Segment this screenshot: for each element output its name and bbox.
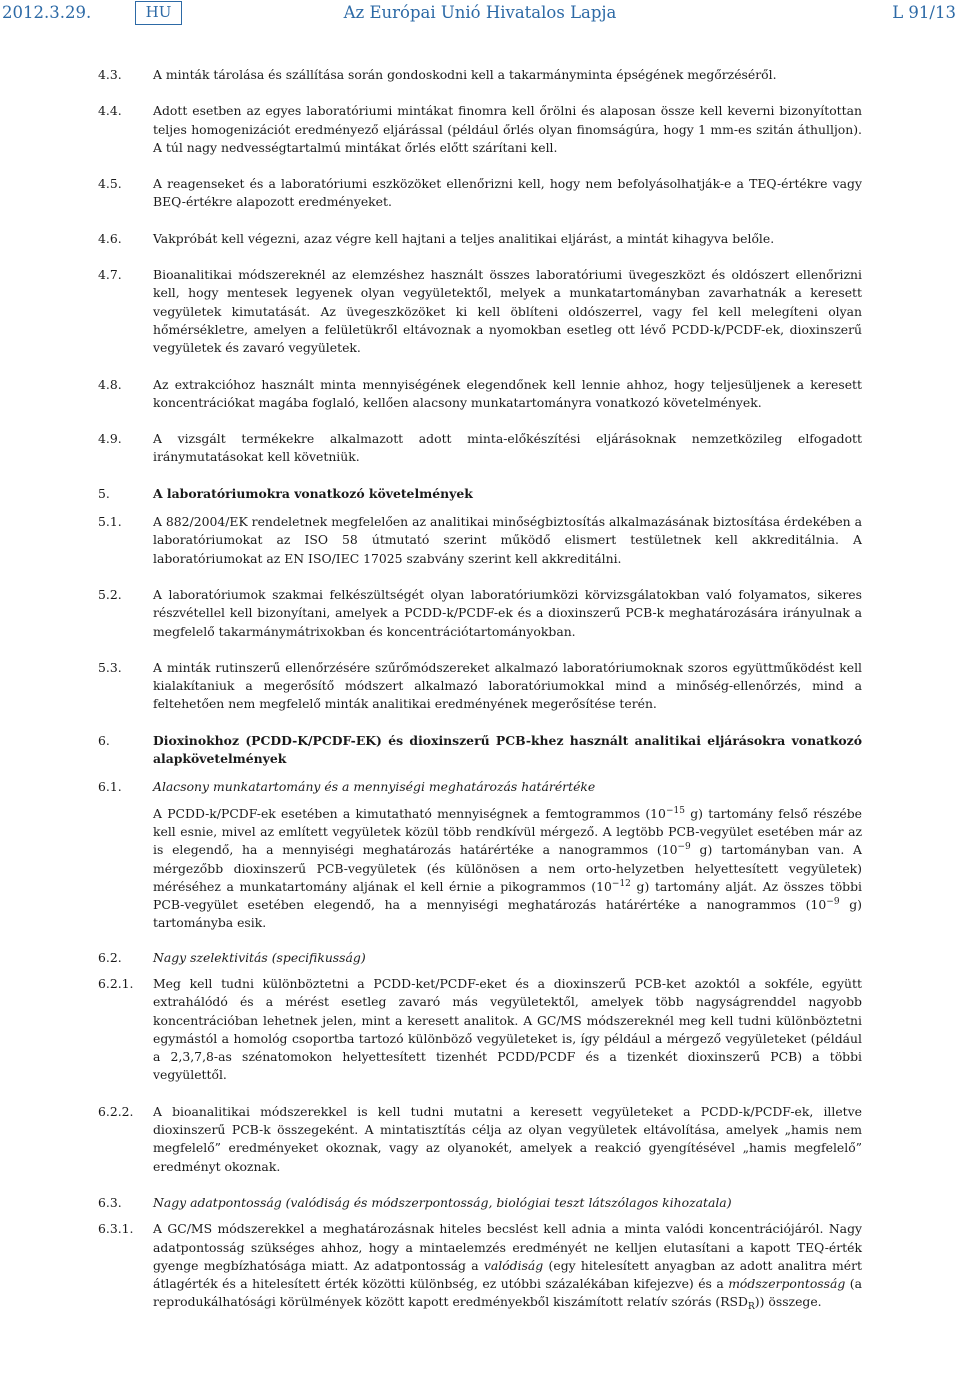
paragraph-4-7 <box>98 266 862 357</box>
text-fragment: )) összege. <box>754 1294 822 1310</box>
text-fragment: g) tartomány alját. Az összes többi PCB-vegyület esetében elegendő, ha a mennyiségi meghatározás határértéke a nanogrammos (10 <box>153 878 862 913</box>
paragraph-text: Bioanalitikai módszereknél az elemzéshez használt összes laboratóriumi üvegeszközt és oldószert ellenőrizni kell, hogy mentesek legyenek olyan vegyületektől, melyek a munkatartományban zavarhatnák a keresett vegyületek kimutatását. Az üvegeszközöket ki kell öblíteni oldószerrel, vagy fel kell melegíteni olyan hőmérsékletre, amelyen a felületükről eltávoznak a nyomokban esetleg ott lévő PCDD-k/PCDF-ek, dioxinszerű vegyületek és zavaró vegyületek. <box>153 267 862 356</box>
paragraph-number: 4.4. <box>98 103 122 119</box>
paragraph-4-9 <box>98 430 862 467</box>
text-fragment: A PCDD-k/PCDF-ek esetében a kimutatható mennyiségnek a femtogrammos (10 <box>153 805 666 821</box>
journal-title: Az Európai Unió Hivatalos Lapja <box>343 3 617 22</box>
paragraph-text: A minták tárolása és szállítása során gondoskodni kell a takarmányminta épségének megőrzéséről. <box>153 67 777 82</box>
paragraph-text: A minták rutinszerű ellenőrzésére szűrőmódszereket alkalmazó laboratóriumoknak szoros együttműködést kell kialakítaniuk a megerősítő módszert alkalmazó laboratóriumokkal mind a minőség-ellenőrzés, mind a feltehetően nem megfelelő minták analitikai eredményének megerősítése terén. <box>153 659 862 712</box>
document-body <box>98 66 862 1330</box>
paragraph-4-6 <box>98 230 862 248</box>
paragraph-text: Az extrakcióhoz használt minta mennyiségének elegendőnek kell lennie ahhoz, hogy teljesüljenek a keresett koncentrációkat magába foglaló, kellően alacsony munkatartományra vonatkozó követelmények. <box>153 376 862 410</box>
paragraph-5-1 <box>98 513 862 568</box>
text-fragment: g) tartományba esik. <box>153 897 862 931</box>
subsection-title: Alacsony munkatartomány és a mennyiségi meghatározás határértéke <box>153 779 596 795</box>
paragraph-number: 6.2.2. <box>98 1103 134 1119</box>
text-fragment: g) tartomány felső részébe kell esnie, mivel az említett vegyületek közül több rendkívül mérgező. A legtöbb PCB-vegyület esetében már az is elegendő, ha a mennyiségi meghatározás határértéke a nanogrammos (10 <box>153 805 862 858</box>
paragraph-number: 6.3.1. <box>98 1221 134 1237</box>
paragraph-number: 6.2.1. <box>98 975 134 991</box>
paragraph-4-4 <box>98 102 862 157</box>
paragraph-number: 4.3. <box>98 67 122 82</box>
emphasis-term: módszerpontosság <box>728 1276 846 1292</box>
paragraph-number: 4.5. <box>98 176 122 192</box>
paragraph-text: A vizsgált termékekre alkalmazott adott minta-előkészítési eljárásoknak nemzetközileg elfogadott iránymutatásokat kell követniük. <box>153 431 862 465</box>
section-heading-5 <box>98 485 862 503</box>
paragraph-text: A reagenseket és a laboratóriumi eszközöket ellenőrizni kell, hogy nem befolyásolhatják-e a TEQ-értékre vagy BEQ-értékre alapozott eredményeket. <box>153 176 862 210</box>
paragraph-number: 5.2. <box>98 586 122 602</box>
paragraph-text: A laboratóriumok szakmai felkészültségét olyan laboratóriumközi körvizsgálatokban való folyamatos, sikeres részvétellel kell bizonyítani, amelyek a PCDD-k/PCDF-ek és a dioxinszerű PCB-k meghatározására irányulnak a megfelelő takarmánymátrixokban és koncentrációtartományokban. <box>153 586 862 639</box>
section-number: 5. <box>98 485 110 501</box>
section-heading-6 <box>98 732 862 769</box>
paragraph-number: 4.7. <box>98 267 122 283</box>
paragraph-number: 5.3. <box>98 659 122 675</box>
paragraph-text: Meg kell tudni különböztetni a PCDD-ket/PCDF-eket és a dioxinszerű PCB-ket azoktól a sokféle, együtt extrahálódó és a mérést esetleg zavaró más vegyületektől, amelyek több nagyságrenddel nagyobb koncentrációban lehetnek jelen, mint a keresett analitok. A GC/MS módszereknél meg kell tudni különböztetni egymástól a homológ csoportba tartozó különböző vegyületeket is, így például a mérgező vegyületeket (például a 2,3,7,8-as szénatomokon helyettesített tizenhét PCDD/PCDF és a tizenkét dioxinszerű PCB) a többi vegyülettől. <box>153 975 862 1083</box>
subsection-title: Nagy adatpontosság (valódiság és módszerpontosság, biológiai teszt látszólagos kihozatala) <box>153 1194 732 1210</box>
subscript: R <box>747 1302 755 1313</box>
text-fragment: (a reprodukálhatósági körülmények között kapott eredményekből kiszámított relatív szórás (RSD <box>153 1276 862 1310</box>
subsection-heading-6-3 <box>98 1194 862 1212</box>
exponent: −9 <box>677 842 691 853</box>
emphasis-term: valódiság <box>483 1257 544 1273</box>
language-badge: HU <box>135 1 182 25</box>
paragraph-text: A 882/2004/EK rendeletnek megfelelően az analitikai minőségbiztosítás alkalmazásának biztosítása érdekében a laboratóriumokat az ISO 58 útmutató szerint működő elismert testületnek kell akkreditálnia. A laboratóriumokat az EN ISO/IEC 17025 szabvány szerint kell akkreditálni. <box>153 514 862 566</box>
section-number: 6. <box>98 732 110 748</box>
subsection-number: 6.3. <box>98 1194 122 1210</box>
subsection-title: Nagy szelektivitás (specifikusság) <box>153 949 366 965</box>
text-fragment: g) tartományban van. A mérgezőbb dioxinszerű PCB-vegyületek (és különösen a nem orto-helyzetben helyettesített vegyületek) méréséhez a munkatartomány aljának el kell érnie a pikogrammos (10 <box>153 842 862 894</box>
paragraph-6-2-2 <box>98 1103 862 1176</box>
exponent: −9 <box>826 897 840 908</box>
paragraph-number: 5.1. <box>98 514 122 530</box>
paragraph-number: 4.9. <box>98 431 122 447</box>
paragraph-text: Adott esetben az egyes laboratóriumi mintákat finomra kell őrölni és alaposan össze kell keverni bizonyítottan teljes homogenizációt eredményező eljárással (például őrlés olyan finomságúra, hogy 1 mm-es szitán áthulljon). A túl nagy nedvességtartalmú mintákat őrlés előtt szárítani kell. <box>153 103 862 155</box>
subsection-number: 6.2. <box>98 949 122 965</box>
section-title: Dioxinokhoz (PCDD-K/PCDF-EK) és dioxinszerű PCB-khez használt analitikai eljárásokra vonatkozó alapkövetelmények <box>153 732 862 767</box>
subsection-number: 6.1. <box>98 779 122 795</box>
page-header <box>0 0 960 30</box>
paragraph-text: A bioanalitikai módszerekkel is kell tudni mutatni a keresett vegyületeket a PCDD-k/PCDF-ek, illetve dioxinszerű PCB-k összegeként. A mintatisztítás célja az olyan vegyületek eltávolítása, amelyek „hamis nem megfelelő” eredményeket okoznak, vagy az olyanokét, amelyek a reakció gyengítésével „hamis megfelelő” eredményt okoznak. <box>153 1103 862 1174</box>
paragraph-number: 4.8. <box>98 376 122 392</box>
paragraph-4-3 <box>98 66 862 84</box>
paragraph-5-3 <box>98 659 862 714</box>
paragraph-6-3-1 <box>98 1220 862 1311</box>
text-fragment: (egy hitelesített anyagban az adott analitra mért átlagérték és a hitelesített érték közötti különbség, ez utóbbi százalékában kifejezve) és a <box>153 1257 863 1292</box>
exponent: −15 <box>665 805 685 816</box>
text-fragment: A GC/MS módszerekkel a meghatározásnak hiteles becslést kell adnia a minta valódi koncentrációjáról. Nagy adatpontosság szükséges ahhoz, hogy a mintaelemzés eredményét ne kelljen elutasítani a kapott TEQ-érték gyenge megbízhatósága miatt. Az adatpontosság a <box>153 1221 862 1273</box>
paragraph-6-1-body <box>153 805 862 933</box>
paragraph-text: Vakpróbát kell végezni, azaz végre kell hajtani a teljes analitikai eljárást, a mintát kihagyva belőle. <box>153 230 775 246</box>
subsection-heading-6-2 <box>98 949 862 967</box>
paragraph-4-5 <box>98 175 862 212</box>
paragraph-text <box>153 1220 862 1311</box>
paragraph-4-8 <box>98 376 862 413</box>
paragraph-6-2-1 <box>98 975 862 1085</box>
publication-date: 2012.3.29. <box>2 3 92 22</box>
page-reference: L 91/13 <box>892 3 956 22</box>
exponent: −12 <box>611 878 631 889</box>
subsection-heading-6-1 <box>98 778 862 796</box>
paragraph-number: 4.6. <box>98 230 122 246</box>
paragraph-5-2 <box>98 586 862 641</box>
section-title: A laboratóriumokra vonatkozó követelmények <box>153 485 473 501</box>
